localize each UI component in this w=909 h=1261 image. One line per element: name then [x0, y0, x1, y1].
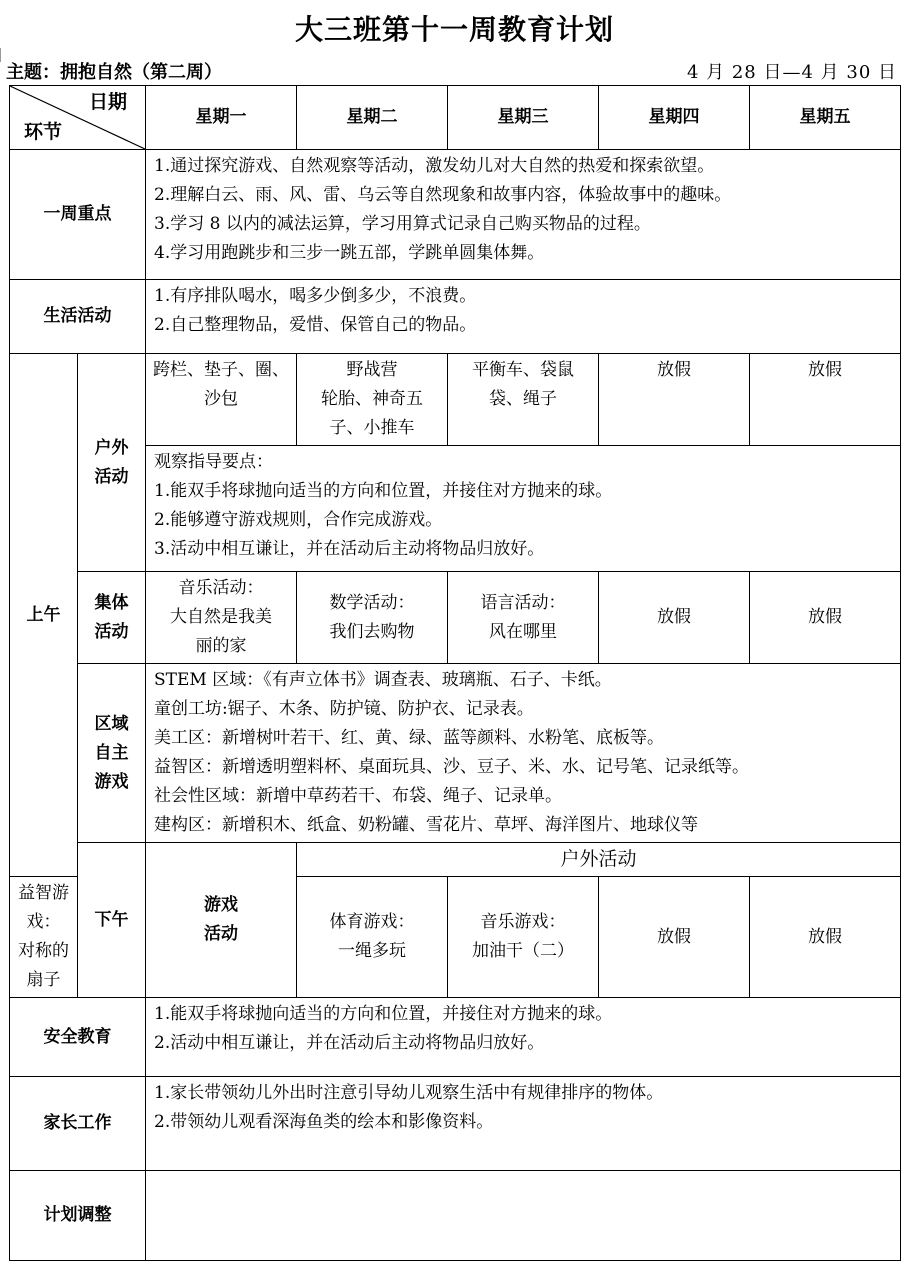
- cell-line: 我们去购物: [329, 621, 415, 642]
- games-label: [146, 843, 297, 998]
- plan-table: [9, 85, 901, 1261]
- area-label-line: 游戏: [94, 771, 129, 792]
- list-item: 建构区：新增积木、纸盒、奶粉罐、雪花片、草坪、海洋图片、地球仪等: [154, 815, 698, 835]
- day-header-mon: 星期一: [146, 86, 297, 150]
- cell-line: 语言活动：: [480, 592, 566, 613]
- cell-line: 子、小推车: [329, 418, 415, 438]
- cell-line: 袋、绳子: [489, 389, 557, 409]
- day-header-thu: 星期四: [599, 86, 750, 150]
- corner-cell: [10, 86, 146, 150]
- area-label: [78, 664, 146, 843]
- safety-label: 安全教育: [10, 998, 146, 1077]
- games-mon: [10, 877, 78, 998]
- list-item: 4.学习用跑跳步和三步一跳五部，学跳单圆集体舞。: [154, 243, 545, 263]
- games-label-line: 游戏: [204, 895, 238, 915]
- area-label-line: 自主: [94, 742, 129, 763]
- page-title: 大三班第十一周教育计划: [294, 13, 614, 46]
- games-label-line: 活动: [204, 924, 238, 944]
- cell-line: 音乐活动：: [178, 578, 264, 598]
- cell-line: 放假: [808, 926, 842, 947]
- cell-line: 一绳多玩: [338, 941, 406, 961]
- cell-line: 放假: [808, 607, 842, 627]
- afternoon-outdoor-cell: 户外活动: [297, 843, 901, 877]
- games-thu: [599, 877, 750, 998]
- list-item: 1.有序排队喝水，喝多少倒多少，不浪费。: [154, 286, 477, 306]
- cell-line: 野战营: [346, 360, 398, 380]
- games-wed: [448, 877, 599, 998]
- safety-list: [146, 998, 901, 1077]
- list-item: STEM 区域：《有声立体书》调查表、玻璃瓶、石子、卡纸。: [154, 670, 612, 690]
- cell-line: 体育游戏：: [329, 912, 415, 932]
- cell-line: 加油干（二）: [472, 941, 574, 961]
- life-list: [146, 280, 901, 354]
- cell-line: 跨栏、垫子、圈、: [153, 360, 289, 380]
- outdoor-guide-list: [146, 446, 901, 572]
- adjust-label: 计划调整: [10, 1171, 146, 1261]
- weekly-focus-row: [10, 150, 901, 280]
- list-item: 美工区：新增树叶若干、红、黄、绿、蓝等颜料、水粉笔、底板等。: [154, 728, 664, 748]
- list-item: 1.能双手将球抛向适当的方向和位置，并接住对方抛来的球。: [154, 481, 613, 501]
- outdoor-wed: [448, 354, 599, 446]
- day-header-wed: 星期三: [448, 86, 599, 150]
- list-item: 2.带领幼儿观看深海鱼类的绘本和影像资料。: [154, 1112, 494, 1132]
- group-thu: [599, 572, 750, 664]
- parents-list: [146, 1077, 901, 1171]
- safety-row: [10, 998, 901, 1077]
- afternoon-outdoor-row: [10, 843, 901, 877]
- cell-line: 丽的家: [195, 636, 247, 656]
- adjust-row: [10, 1171, 901, 1261]
- cell-line: 放假: [657, 926, 691, 947]
- corner-segment-label: 环节: [24, 121, 63, 143]
- cell-line: 放假: [657, 360, 691, 380]
- parents-label: 家长工作: [10, 1077, 146, 1171]
- cell-line: 对称的扇子: [18, 941, 69, 990]
- afternoon-label: 下午: [78, 843, 146, 998]
- group-tue: [297, 572, 448, 664]
- list-item: 3.活动中相互谦让，并在活动后主动将物品归放好。: [154, 539, 545, 559]
- adjust-content[interactable]: [146, 1171, 901, 1261]
- cell-line: 轮胎、神奇五: [321, 389, 423, 409]
- list-item: 2.自己整理物品，爱惜、保管自己的物品。: [154, 315, 477, 335]
- cell-line: 数学活动：: [329, 592, 415, 613]
- outdoor-row: [10, 354, 901, 446]
- outdoor-fri: [750, 354, 901, 446]
- outdoor-label: [78, 354, 146, 572]
- weekly-focus-list: [146, 150, 901, 280]
- cell-line: 音乐游戏：: [480, 912, 566, 932]
- cell-line: 平衡车、袋鼠: [472, 360, 574, 380]
- group-wed: [448, 572, 599, 664]
- theme-label: 主题：拥抱自然（第二周）: [6, 62, 222, 83]
- area-label-line: 区域: [94, 713, 129, 734]
- day-header-fri: 星期五: [750, 86, 901, 150]
- weekly-focus-label: 一周重点: [10, 150, 146, 280]
- cell-line: 益智游戏：: [18, 883, 69, 932]
- outdoor-thu: [599, 354, 750, 446]
- group-row: [10, 572, 901, 664]
- outdoor-label-line: 活动: [94, 466, 129, 487]
- cell-line: 大自然是我美: [170, 607, 272, 627]
- list-item: 2.理解白云、雨、风、雷、乌云等自然现象和故事内容，体验故事中的趣味。: [154, 185, 732, 205]
- list-item: 2.能够遵守游戏规则，合作完成游戏。: [154, 510, 443, 530]
- area-row: [10, 664, 901, 843]
- life-label: 生活活动: [10, 280, 146, 354]
- list-item: 童创工坊:锯子、木条、防护镜、防护衣、记录表。: [154, 699, 534, 719]
- cell-line: 放假: [657, 607, 691, 627]
- list-item: 1.能双手将球抛向适当的方向和位置，并接住对方抛来的球。: [154, 1004, 613, 1024]
- list-item: 社会性区域：新增中草药若干、布袋、绳子、记录单。: [154, 786, 562, 806]
- outdoor-mon: [146, 354, 297, 446]
- area-list: [146, 664, 901, 843]
- cell-line: 放假: [808, 360, 842, 380]
- list-item: 益智区：新增透明塑料杯、桌面玩具、沙、豆子、米、水、记号笔、记录纸等。: [154, 757, 749, 777]
- cell-line: 沙包: [204, 389, 238, 409]
- group-mon: [146, 572, 297, 664]
- outdoor-tue: [297, 354, 448, 446]
- parents-row: [10, 1077, 901, 1171]
- margin-mark: [0, 48, 1, 62]
- list-item: 1.家长带领幼儿外出时注意引导幼儿观察生活中有规律排序的物体。: [154, 1083, 664, 1103]
- list-item: 3.学习 8 以内的减法运算，学习用算式记录自己购买物品的过程。: [154, 214, 651, 234]
- group-label: [78, 572, 146, 664]
- date-range: 4 月 28 日—4 月 30 日: [686, 62, 897, 83]
- life-row: [10, 280, 901, 354]
- list-item: 1.通过探究游戏、自然观察等活动，激发幼儿对大自然的热爱和探索欲望。: [154, 156, 715, 176]
- group-fri: [750, 572, 901, 664]
- group-label-line: 集体: [94, 592, 129, 613]
- morning-label: 上午: [10, 354, 78, 877]
- header-row: [10, 86, 901, 150]
- games-tue: [297, 877, 448, 998]
- group-label-line: 活动: [94, 621, 129, 642]
- outdoor-label-line: 户外: [94, 437, 129, 458]
- corner-date-label: 日期: [88, 91, 127, 113]
- list-item: 2.活动中相互谦让，并在活动后主动将物品归放好。: [154, 1033, 545, 1053]
- list-item: 观察指导要点：: [154, 452, 273, 472]
- games-fri: [750, 877, 901, 998]
- cell-line: 风在哪里: [489, 621, 557, 642]
- day-header-tue: 星期二: [297, 86, 448, 150]
